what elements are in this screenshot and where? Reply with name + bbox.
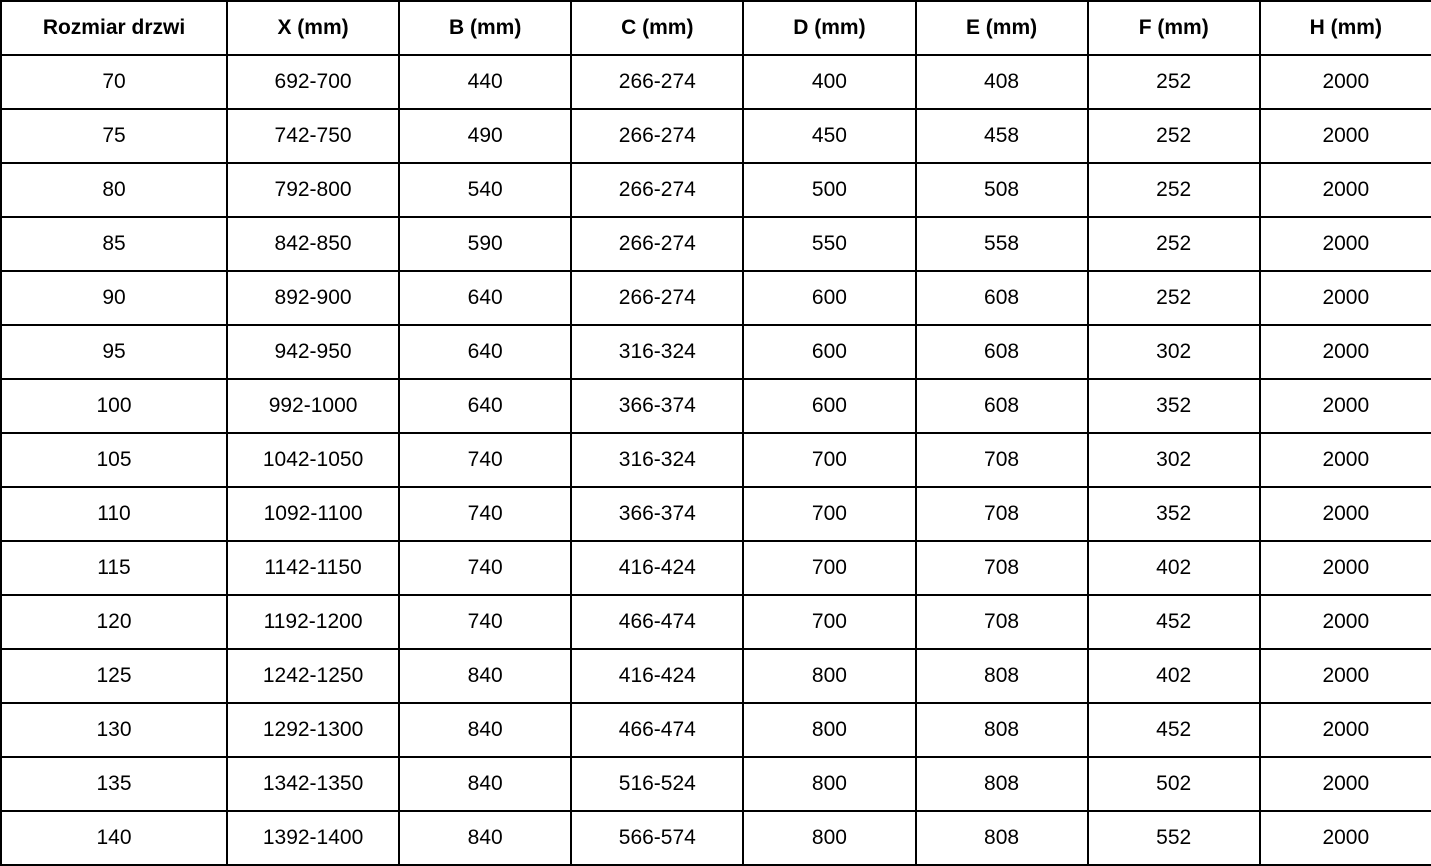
table-row <box>1 703 1431 757</box>
table-cell: 95 <box>1 325 227 379</box>
table-cell: 402 <box>1088 541 1260 595</box>
table-cell: 110 <box>1 487 227 541</box>
table-cell: 352 <box>1088 487 1260 541</box>
table-cell: 1092-1100 <box>227 487 399 541</box>
table-cell: 90 <box>1 271 227 325</box>
table-cell: 2000 <box>1260 163 1431 217</box>
table-cell: 840 <box>399 757 571 811</box>
table-cell: 590 <box>399 217 571 271</box>
table-cell: 120 <box>1 595 227 649</box>
table-cell: 2000 <box>1260 325 1431 379</box>
table-cell: 700 <box>743 487 915 541</box>
table-cell: 302 <box>1088 433 1260 487</box>
table-cell: 700 <box>743 433 915 487</box>
table-row <box>1 811 1431 865</box>
table-cell: 700 <box>743 595 915 649</box>
table-row <box>1 757 1431 811</box>
table-cell: 742-750 <box>227 109 399 163</box>
table-cell: 266-274 <box>571 217 743 271</box>
table-cell: 316-324 <box>571 325 743 379</box>
table-cell: 266-274 <box>571 109 743 163</box>
table-cell: 566-574 <box>571 811 743 865</box>
table-cell: 892-900 <box>227 271 399 325</box>
table-row <box>1 55 1431 109</box>
table-cell: 466-474 <box>571 703 743 757</box>
table-cell: 792-800 <box>227 163 399 217</box>
table-cell: 80 <box>1 163 227 217</box>
table-cell: 740 <box>399 541 571 595</box>
table-cell: 2000 <box>1260 217 1431 271</box>
table-cell: 100 <box>1 379 227 433</box>
table-cell: 700 <box>743 541 915 595</box>
table-cell: 85 <box>1 217 227 271</box>
table-cell: 125 <box>1 649 227 703</box>
table-cell: 800 <box>743 649 915 703</box>
table-cell: 416-424 <box>571 541 743 595</box>
column-header-f: F (mm) <box>1088 1 1260 55</box>
table-cell: 458 <box>916 109 1088 163</box>
table-cell: 1392-1400 <box>227 811 399 865</box>
table-cell: 408 <box>916 55 1088 109</box>
table-cell: 450 <box>743 109 915 163</box>
table-cell: 708 <box>916 487 1088 541</box>
table-cell: 2000 <box>1260 811 1431 865</box>
table-cell: 558 <box>916 217 1088 271</box>
column-header-h: H (mm) <box>1260 1 1431 55</box>
table-cell: 1292-1300 <box>227 703 399 757</box>
table-cell: 302 <box>1088 325 1260 379</box>
table-cell: 840 <box>399 811 571 865</box>
table-cell: 740 <box>399 433 571 487</box>
table-cell: 2000 <box>1260 757 1431 811</box>
table-cell: 608 <box>916 325 1088 379</box>
table-cell: 808 <box>916 757 1088 811</box>
table-cell: 266-274 <box>571 271 743 325</box>
table-cell: 708 <box>916 433 1088 487</box>
table-cell: 316-324 <box>571 433 743 487</box>
table-cell: 808 <box>916 649 1088 703</box>
table-cell: 135 <box>1 757 227 811</box>
table-cell: 2000 <box>1260 379 1431 433</box>
table-cell: 490 <box>399 109 571 163</box>
table-cell: 740 <box>399 595 571 649</box>
table-cell: 2000 <box>1260 55 1431 109</box>
table-cell: 600 <box>743 325 915 379</box>
column-header-c: C (mm) <box>571 1 743 55</box>
table-cell: 252 <box>1088 217 1260 271</box>
table-cell: 800 <box>743 811 915 865</box>
table-cell: 840 <box>399 649 571 703</box>
table-cell: 252 <box>1088 271 1260 325</box>
table-cell: 1242-1250 <box>227 649 399 703</box>
table-cell: 708 <box>916 541 1088 595</box>
table-cell: 252 <box>1088 109 1260 163</box>
table-row <box>1 163 1431 217</box>
table-cell: 2000 <box>1260 433 1431 487</box>
table-row <box>1 379 1431 433</box>
table-cell: 130 <box>1 703 227 757</box>
table-cell: 508 <box>916 163 1088 217</box>
table-row <box>1 487 1431 541</box>
table-cell: 2000 <box>1260 271 1431 325</box>
table-cell: 416-424 <box>571 649 743 703</box>
table-cell: 1192-1200 <box>227 595 399 649</box>
table-cell: 115 <box>1 541 227 595</box>
table-cell: 516-524 <box>571 757 743 811</box>
table-cell: 608 <box>916 271 1088 325</box>
table-cell: 740 <box>399 487 571 541</box>
table-cell: 105 <box>1 433 227 487</box>
table-row <box>1 541 1431 595</box>
table-row <box>1 595 1431 649</box>
table-cell: 640 <box>399 325 571 379</box>
table-cell: 600 <box>743 379 915 433</box>
table-cell: 252 <box>1088 55 1260 109</box>
table-cell: 608 <box>916 379 1088 433</box>
table-cell: 842-850 <box>227 217 399 271</box>
table-cell: 70 <box>1 55 227 109</box>
table-cell: 552 <box>1088 811 1260 865</box>
table-cell: 502 <box>1088 757 1260 811</box>
table-cell: 692-700 <box>227 55 399 109</box>
table-cell: 540 <box>399 163 571 217</box>
table-cell: 452 <box>1088 703 1260 757</box>
table-cell: 352 <box>1088 379 1260 433</box>
table-row <box>1 217 1431 271</box>
table-cell: 1142-1150 <box>227 541 399 595</box>
column-header-x: X (mm) <box>227 1 399 55</box>
table-cell: 992-1000 <box>227 379 399 433</box>
table-cell: 640 <box>399 379 571 433</box>
table-cell: 840 <box>399 703 571 757</box>
table-row <box>1 649 1431 703</box>
table-cell: 266-274 <box>571 55 743 109</box>
column-header-b: B (mm) <box>399 1 571 55</box>
table-row <box>1 109 1431 163</box>
table-cell: 366-374 <box>571 379 743 433</box>
column-header-e: E (mm) <box>916 1 1088 55</box>
table-cell: 808 <box>916 703 1088 757</box>
table-cell: 466-474 <box>571 595 743 649</box>
table-cell: 2000 <box>1260 595 1431 649</box>
column-header-d: D (mm) <box>743 1 915 55</box>
table-cell: 550 <box>743 217 915 271</box>
table-cell: 708 <box>916 595 1088 649</box>
table-cell: 2000 <box>1260 487 1431 541</box>
table-cell: 140 <box>1 811 227 865</box>
table-cell: 400 <box>743 55 915 109</box>
table-row <box>1 271 1431 325</box>
table-cell: 252 <box>1088 163 1260 217</box>
table-cell: 808 <box>916 811 1088 865</box>
table-cell: 800 <box>743 757 915 811</box>
table-cell: 2000 <box>1260 541 1431 595</box>
table-cell: 402 <box>1088 649 1260 703</box>
table-cell: 366-374 <box>571 487 743 541</box>
table-cell: 440 <box>399 55 571 109</box>
table-header-row <box>1 1 1431 55</box>
table-cell: 75 <box>1 109 227 163</box>
table-cell: 640 <box>399 271 571 325</box>
table-cell: 1342-1350 <box>227 757 399 811</box>
table-cell: 1042-1050 <box>227 433 399 487</box>
table-cell: 2000 <box>1260 703 1431 757</box>
table-cell: 600 <box>743 271 915 325</box>
table-cell: 500 <box>743 163 915 217</box>
table-row <box>1 433 1431 487</box>
table-cell: 2000 <box>1260 649 1431 703</box>
column-header-rozmiar-drzwi: Rozmiar drzwi <box>1 1 227 55</box>
table-row <box>1 325 1431 379</box>
table-cell: 266-274 <box>571 163 743 217</box>
table-cell: 452 <box>1088 595 1260 649</box>
table-cell: 2000 <box>1260 109 1431 163</box>
table-cell: 942-950 <box>227 325 399 379</box>
table-cell: 800 <box>743 703 915 757</box>
